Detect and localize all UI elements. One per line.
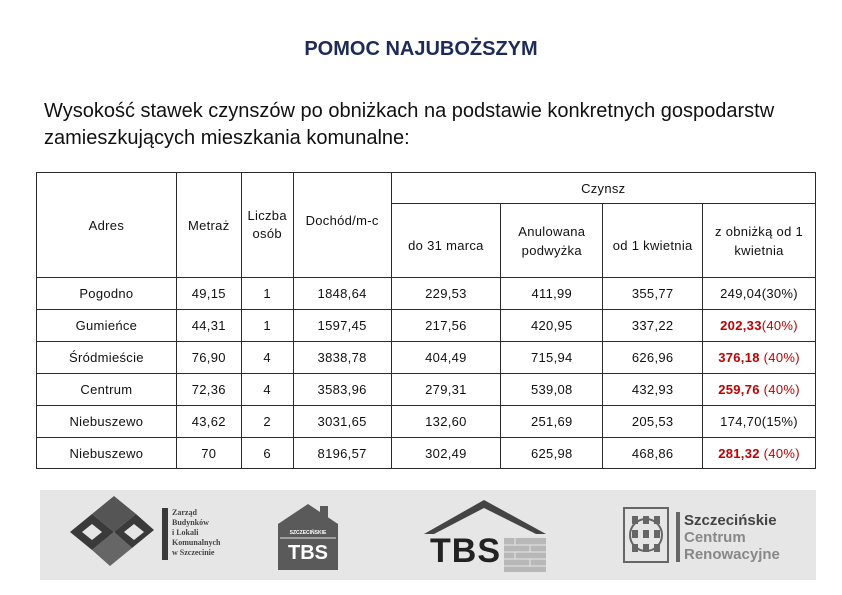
header-dochod: Dochód/m-c [293, 173, 391, 278]
cell-anulowana: 411,99 [501, 278, 603, 310]
cell-osoby: 4 [241, 342, 293, 374]
logo-band [40, 490, 816, 580]
cell-do-31-marca: 229,53 [391, 278, 501, 310]
header-metraz: Metraż [176, 173, 241, 278]
cell-do-31-marca: 217,56 [391, 310, 501, 342]
cell-osoby: 4 [241, 374, 293, 406]
cell-dochod: 8196,57 [293, 438, 391, 469]
table-row [37, 374, 816, 406]
cell-z-obnizka [703, 406, 816, 438]
cell-z-obnizka [703, 438, 816, 469]
header-z-obnizka: z obniżką od 1 kwietnia [703, 204, 816, 278]
obnizka-percent: (40%) [759, 445, 800, 461]
cell-metraz: 72,36 [176, 374, 241, 406]
cell-osoby: 1 [241, 310, 293, 342]
logo-text-line: Szczecińskie [684, 512, 777, 529]
cell-osoby: 1 [241, 278, 293, 310]
cell-anulowana: 625,98 [501, 438, 603, 469]
cell-do-31-marca: 132,60 [391, 406, 501, 438]
cell-do-31-marca: 404,49 [391, 342, 501, 374]
logo-text-line: Renowacyjne [684, 546, 780, 563]
header-adres: Adres [37, 173, 177, 278]
cell-adres: Śródmieście [37, 342, 177, 374]
cell-adres: Niebuszewo [37, 438, 177, 469]
cell-od-1-kwietnia: 432,93 [603, 374, 703, 406]
zbilk-logo [62, 490, 221, 580]
tbs-logo [420, 490, 550, 580]
table-row [37, 406, 816, 438]
intro-text: Wysokość stawek czynszów po obniżkach na podstawie konkretnych gospodarstw zamieszkujących mieszkania komunalne: [44, 100, 775, 149]
cell-metraz: 70 [176, 438, 241, 469]
cell-od-1-kwietnia: 355,77 [603, 278, 703, 310]
header-czynsz-group: Czynsz [391, 173, 815, 204]
cell-adres: Gumieńce [37, 310, 177, 342]
stbs-small-label: SZCZECIŃSKIE [289, 530, 327, 536]
scr-building-icon [620, 504, 672, 566]
zbilk-name [172, 508, 220, 558]
logo-text-line: i Lokali [172, 528, 199, 537]
obnizka-value: 259,76 [718, 382, 760, 397]
cell-anulowana: 715,94 [501, 342, 603, 374]
header-anulowana: Anulowana podwyżka [501, 204, 603, 278]
cell-osoby: 2 [241, 406, 293, 438]
table-row [37, 342, 816, 374]
cell-dochod: 3838,78 [293, 342, 391, 374]
page-title: POMOC NAJUBOŻSZYM [304, 38, 538, 60]
cell-z-obnizka [703, 374, 816, 406]
cell-od-1-kwietnia: 468,86 [603, 438, 703, 469]
cell-od-1-kwietnia: 626,96 [603, 342, 703, 374]
logo-text-line: Zarząd [172, 508, 197, 517]
cell-adres: Pogodno [37, 278, 177, 310]
cell-od-1-kwietnia: 205,53 [603, 406, 703, 438]
stbs-big-label: TBS [288, 542, 328, 564]
cell-metraz: 43,62 [176, 406, 241, 438]
logo-text-line: Budynków [172, 518, 209, 527]
cell-od-1-kwietnia: 337,22 [603, 310, 703, 342]
obnizka-value: 174,70 [720, 414, 762, 429]
cell-z-obnizka [703, 278, 816, 310]
scr-name [684, 512, 780, 563]
logo-text-line: Centrum [684, 529, 746, 546]
cell-anulowana: 539,08 [501, 374, 603, 406]
obnizka-percent: (40%) [761, 318, 798, 333]
cell-dochod: 1597,45 [293, 310, 391, 342]
cell-dochod: 3031,65 [293, 406, 391, 438]
logo-text-line: Komunalnych [172, 538, 221, 547]
obnizka-value: 202,33 [720, 318, 762, 333]
table-row [37, 438, 816, 469]
cell-do-31-marca: 279,31 [391, 374, 501, 406]
cell-adres: Centrum [37, 374, 177, 406]
cell-anulowana: 420,95 [501, 310, 603, 342]
obnizka-percent: (30%) [761, 286, 798, 301]
cell-dochod: 1848,64 [293, 278, 391, 310]
cell-z-obnizka [703, 310, 816, 342]
table-row [37, 278, 816, 310]
table-row [37, 310, 816, 342]
cell-metraz: 76,90 [176, 342, 241, 374]
obnizka-percent: (15%) [761, 414, 798, 429]
tbs-label: TBS [430, 532, 501, 570]
rent-table [36, 172, 816, 469]
obnizka-percent: (40%) [759, 350, 800, 365]
cell-metraz: 49,15 [176, 278, 241, 310]
scr-logo [618, 490, 808, 580]
obnizka-value: 281,32 [718, 445, 760, 461]
obnizka-percent: (40%) [759, 382, 800, 397]
header-od-1-kwietnia: od 1 kwietnia [603, 204, 703, 278]
cell-anulowana: 251,69 [501, 406, 603, 438]
zbilk-emblem-icon [62, 492, 157, 578]
logo-text-line: w Szczecinie [172, 548, 215, 557]
cell-do-31-marca: 302,49 [391, 438, 501, 469]
obnizka-value: 249,04 [720, 286, 762, 301]
table-body [37, 278, 816, 469]
header-do-31-marca: do 31 marca [391, 204, 501, 278]
obnizka-value: 376,18 [718, 350, 760, 365]
header-liczba-osob: Liczba osób [241, 173, 293, 278]
cell-osoby: 6 [241, 438, 293, 469]
cell-adres: Niebuszewo [37, 406, 177, 438]
cell-z-obnizka [703, 342, 816, 374]
cell-dochod: 3583,96 [293, 374, 391, 406]
stbs-logo [272, 490, 344, 580]
cell-metraz: 44,31 [176, 310, 241, 342]
